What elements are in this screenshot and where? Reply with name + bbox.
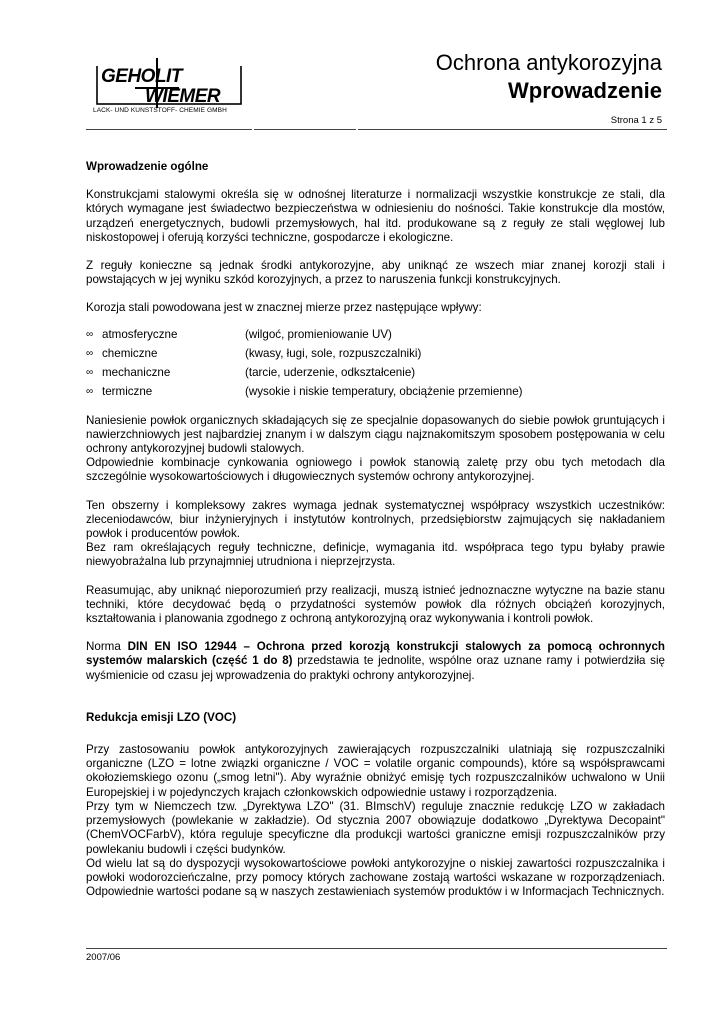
section-heading-intro: Wprowadzenie ogólne (86, 160, 209, 173)
document-body (86, 160, 665, 899)
paragraph: Przy tym w Niemczech tzw. „Dyrektywa LZO" (31. BImschV) reguluje znacznie redukcję LZO w zakładach przemysłowych (powlekanie w zakładzie). Od stycznia 2007 obowiązuje dodatkowo „Dyrektywa Decopaint" (ChemVOCFarbV), która reguluje specyficzne dla produkcji wartości graniczne emisji rozpuszczalników przy powlekaniu budowli i części budynków. (86, 799, 665, 856)
infinity-bullet-icon: ∞ (86, 329, 94, 341)
infinity-bullet-icon: ∞ (86, 367, 94, 379)
svg-text:WIEMER: WIEMER (145, 86, 221, 107)
paragraph: Przy zastosowaniu powłok antykorozyjnych zawierających rozpuszczalniki ulatniają się rozpuszczalniki organiczne (LZO = lotne związki organiczne / VOC = volatile organic compounds), które są współsprawcami okołoziemskiego ozonu („smog letni"). Aby wyraźnie obniżyć emisję tych rozpuszczalników uchwalono w Unii Europejskiej i w pojedynczych krajach członkowskich odpowiednie ustawy i rozporządzenia. (86, 743, 665, 799)
paragraph: Konstrukcjami stalowymi określa się w odnośnej literaturze i normalizacji wszystkie konstrukcje ze stali, dla których wymagane jest świadectwo bezpieczeństwa w odniesieniu do nośności. Takie konstrukcje dla mostów, urządzeń energetycznych, budowli przemysłowych, hal itd. produkowane są z reguły ze stali węglowej lub niskostopowej i oferują korzyści techniczne, gospodarcze i ekologiczne. (86, 188, 665, 244)
norm-reference: DIN EN ISO 12944 – Ochrona przed korozją konstrukcji stalowych za pomocą ochronnych systemów malarskich (część 1 do 8) (86, 640, 666, 668)
logo-subtitle: LACK- UND KUNSTSTOFF- CHEMIE GMBH (93, 107, 227, 114)
paragraph: Reasumując, aby uniknąć nieporozumień przy realizacji, muszą istnieć jednoznaczne wytyczne na bazie stanu techniki, które decydować będą o przydatności systemów powłok dla różnych obciążeń korozyjnych, kształtowania i planowania zgodnego z ochroną antykorozyjną oraz wykonywania i kontroli powłok. (86, 583, 665, 626)
document-subtitle: Wprowadzenie (507, 78, 662, 103)
paragraph: Naniesienie powłok organicznych składających się ze specjalnie dopasowanych do siebie powłok gruntujących i nawierzchniowych jest najbardziej znanym i w dalszym ciągu najznakomitszym sposobem postępowania w celu ochrony antykorozyjnej budowli stalowych. (86, 413, 665, 456)
infinity-bullet-icon: ∞ (86, 386, 94, 398)
list-item: ∞ termiczne (wysokie i niskie temperatury, obciążenie przemienne) (86, 385, 523, 399)
page-number: Strona 1 z 5 (610, 115, 662, 126)
list-item: ∞ chemiczne (kwasy, ługi, sole, rozpuszczalniki) (86, 347, 422, 361)
influences-list (86, 326, 665, 402)
list-item: ∞ atmosferyczne (wilgoć, promieniowanie UV) (86, 328, 392, 342)
paragraph-norm: Norma DIN EN ISO 12944 – Ochrona przed korozją konstrukcji stalowych za pomocą ochronnych systemów malarskich (część 1 do 8) przedstawia te jednolite, wspólne oraz uznane ramy i potwierdziła się wyśmienicie od czasu jej wprowadzenia do praktyki ochrony antykorozyjnej. (86, 640, 666, 682)
paragraph: Od wielu lat są do dyspozycji wysokowartościowe powłoki antykorozyjne o niskiej zawartości rozpuszczalnika i powłoki wodorozcieńczalne, przy pomocy których zachowane zostają wartości wskazane w rozporządzeniach. Odpowiednie wartości podane są w naszych zestawieniach systemów produktów i w Informacjach Technicznych. (86, 856, 665, 899)
svg-text:GEHOLIT: GEHOLIT (101, 66, 182, 87)
paragraph: Korozja stali powodowana jest w znacznej mierze przez następujące wpływy: (86, 301, 482, 315)
paragraph: Bez ram określających reguły techniczne, definicje, wymagania itd. współpraca tego typu byłaby prawie niewyobrażalna lub przynajmniej utrudniona i nieprzejrzysta. (86, 541, 665, 569)
footer-divider (86, 948, 667, 949)
document-title: Ochrona antykorozyjna (435, 50, 662, 75)
paragraph: Z reguły konieczne są jednak środki antykorozyjne, aby uniknąć ze wszech miar znanej korozji stali i powstających w jej wyniku szkód korozyjnych, a przez to naruszenia funkcji konstrukcyjnych. (86, 259, 665, 287)
paragraph: Odpowiednie kombinacje cynkowania ogniowego i powłok stanowią zaletę przy obu tych metodach dla szczególnie wysokowartościowych i długowiecznych systemów ochrony antykorozyjnej. (86, 456, 665, 484)
footer-date: 2007/06 (86, 952, 121, 963)
section-heading-voc: Redukcja emisji LZO (VOC) (86, 710, 237, 724)
infinity-bullet-icon: ∞ (86, 348, 94, 360)
paragraph: Ten obszerny i kompleksowy zakres wymaga jednak systematycznej współpracy wszystkich uczestników: zleceniodawców, biur inżynieryjnych i instytutów kontrolnych, przedsiębiorstw zajmujących się nakładaniem powłok i producentów powłok. (86, 498, 665, 541)
list-item: ∞ mechaniczne (tarcie, uderzenie, odkształcenie) (86, 366, 416, 380)
